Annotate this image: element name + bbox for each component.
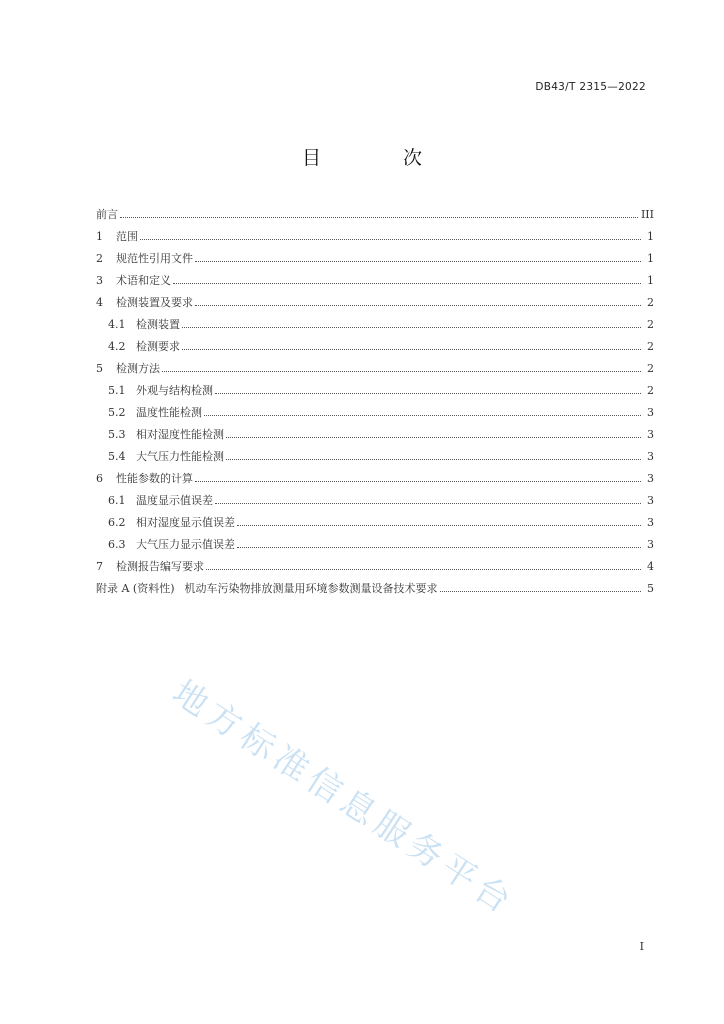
- toc-entry-page: 3: [647, 494, 654, 507]
- toc-entry-number: 6.2: [108, 516, 126, 529]
- toc-entry-number: 3: [96, 274, 103, 287]
- toc-entry-page: 4: [647, 560, 654, 573]
- toc-leader-dots: [204, 414, 641, 416]
- page-title: 目 次: [301, 147, 461, 169]
- toc-entry[interactable]: [96, 424, 654, 446]
- toc-leader-dots: [195, 304, 641, 306]
- toc-entry-label: 检测装置及要求: [116, 296, 193, 309]
- toc-entry-number: 7: [96, 560, 103, 573]
- toc-entry-number: 4.1: [108, 318, 126, 331]
- toc-entry[interactable]: [96, 314, 654, 336]
- toc-entry-page: 1: [647, 230, 654, 243]
- toc-entry[interactable]: [96, 468, 654, 490]
- toc-leader-dots: [162, 370, 641, 372]
- toc-entry-number: 5.4: [108, 450, 126, 463]
- toc-leader-dots: [215, 502, 641, 504]
- toc-entry[interactable]: [96, 578, 654, 600]
- toc-leader-dots: [206, 568, 641, 570]
- toc-leader-dots: [173, 282, 641, 284]
- toc-entry[interactable]: [96, 446, 654, 468]
- toc-leader-dots: [226, 458, 641, 460]
- toc-entry-label: 外观与结构检测: [136, 384, 213, 397]
- toc-entry[interactable]: [96, 556, 654, 578]
- toc-entry-page: III: [640, 208, 654, 221]
- toc-leader-dots: [120, 216, 638, 218]
- toc-entry-label: 检测要求: [136, 340, 180, 353]
- toc-entry[interactable]: [96, 270, 654, 292]
- toc-entry[interactable]: [96, 534, 654, 556]
- toc-entry-label: 机动车污染物排放测量用环境参数测量设备技术要求: [184, 582, 438, 595]
- toc-entry-number: 5.2: [108, 406, 126, 419]
- toc-entry[interactable]: [96, 248, 654, 270]
- toc-entry-page: 3: [647, 472, 654, 485]
- toc-entry-number: 6: [96, 472, 103, 485]
- toc-leader-dots: [237, 546, 641, 548]
- toc-entry-number: 4: [96, 296, 103, 309]
- toc-entry-page: 3: [647, 450, 654, 463]
- toc-entry[interactable]: [96, 512, 654, 534]
- toc-entry-page: 2: [647, 296, 654, 309]
- toc-leader-dots: [440, 590, 641, 592]
- toc-entry-number: 5.3: [108, 428, 126, 441]
- toc-entry-number: 5: [96, 362, 103, 375]
- toc-leader-dots: [226, 436, 641, 438]
- watermark: 地方标准信息服务平台: [165, 672, 523, 925]
- toc-entry-label: 大气压力性能检测: [136, 450, 224, 463]
- toc-entry-label: 范围: [116, 230, 138, 243]
- toc-entry-label: 前言: [96, 208, 118, 221]
- toc-entry[interactable]: [96, 402, 654, 424]
- toc-entry-page: 2: [647, 340, 654, 353]
- toc-entry-number: 5.1: [108, 384, 126, 397]
- toc-leader-dots: [182, 348, 641, 350]
- toc-entry-page: 3: [647, 538, 654, 551]
- toc-entry[interactable]: [96, 490, 654, 512]
- toc-leader-dots: [215, 392, 641, 394]
- toc-entry[interactable]: [96, 380, 654, 402]
- toc-entry[interactable]: [96, 204, 654, 226]
- toc-leader-dots: [195, 480, 641, 482]
- toc-entry-number: 2: [96, 252, 103, 265]
- toc-entry-label: 检测报告编写要求: [116, 560, 204, 573]
- toc-leader-dots: [182, 326, 641, 328]
- toc-entry-label: 大气压力显示值误差: [136, 538, 235, 551]
- toc-entry-page: 3: [647, 516, 654, 529]
- toc-entry-number: 6.3: [108, 538, 126, 551]
- toc-entry[interactable]: [96, 336, 654, 358]
- toc-entry-label: 温度显示值误差: [136, 494, 213, 507]
- toc-entry-label: 相对湿度性能检测: [136, 428, 224, 441]
- toc-entry-label: 规范性引用文件: [116, 252, 193, 265]
- toc-entry-label: 温度性能检测: [136, 406, 202, 419]
- toc-entry-label: 检测装置: [136, 318, 180, 331]
- toc-entry[interactable]: [96, 226, 654, 248]
- toc-entry[interactable]: [96, 358, 654, 380]
- toc-entry-label: 相对湿度显示值误差: [136, 516, 235, 529]
- toc-entry-number: 1: [96, 230, 103, 243]
- toc-entry-page: 1: [647, 274, 654, 287]
- toc-entry-number: 6.1: [108, 494, 126, 507]
- toc-leader-dots: [195, 260, 641, 262]
- toc-entry-page: 5: [647, 582, 654, 595]
- toc-entry-page: 1: [647, 252, 654, 265]
- table-of-contents: [96, 204, 654, 600]
- toc-entry-label: 检测方法: [116, 362, 160, 375]
- toc-entry-label: 性能参数的计算: [116, 472, 193, 485]
- toc-entry-page: 3: [647, 406, 654, 419]
- toc-leader-dots: [140, 238, 641, 240]
- toc-entry-page: 2: [647, 362, 654, 375]
- toc-entry-page: 2: [647, 318, 654, 331]
- toc-leader-dots: [237, 524, 641, 526]
- document-code: DB43/T 2315—2022: [535, 81, 646, 93]
- toc-entry-page: 2: [647, 384, 654, 397]
- toc-entry-number: 附录 A (资料性): [96, 582, 175, 595]
- toc-entry-number: 4.2: [108, 340, 126, 353]
- toc-entry[interactable]: [96, 292, 654, 314]
- toc-entry-label: 术语和定义: [116, 274, 171, 287]
- toc-entry-page: 3: [647, 428, 654, 441]
- page-number: I: [639, 940, 644, 953]
